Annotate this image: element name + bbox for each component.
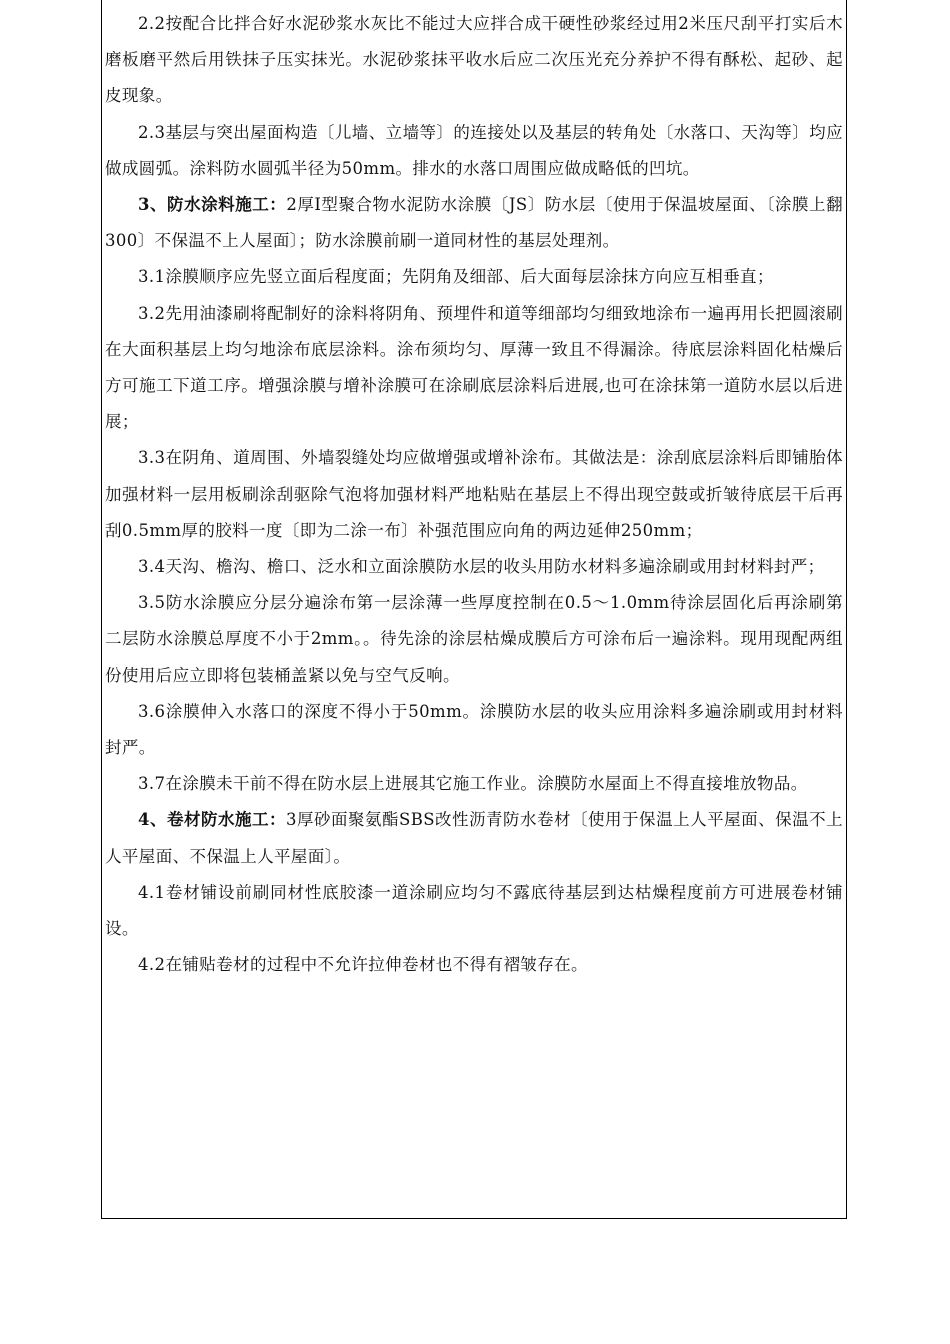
paragraph-text: 3.5防水涂膜应分层分遍涂布第一层涂薄一些厚度控制在0.5～1.0mm待涂层固化后再涂刷第二层防水涂膜总厚度不小于2mm。。待先涂的涂层枯燥成膜后方可涂布后一遍涂料。现用现配两组份使用后应立即将包装桶盖紧以免与空气反响。 (105, 593, 843, 685)
paragraph-4-2 (105, 947, 843, 983)
paragraph-text: 3厚砂面聚氨酯SBS改性沥青防水卷材〔使用于保温上人平屋面、保温不上人平屋面、不保温上人平屋面〕。 (105, 810, 843, 866)
paragraph-3-1 (105, 259, 843, 295)
paragraph-text: 3.7在涂膜未干前不得在防水层上进展其它施工作业。涂膜防水屋面上不得直接堆放物品。 (138, 774, 808, 794)
section-4-membrane-construction (105, 802, 843, 874)
document-body (105, 6, 843, 983)
paragraph-text: 2厚Ⅰ型聚合物水泥防水涂膜〔JS〕防水层〔使用于保温坡屋面、〔涂膜上翻300〕不保温不上人屋面〕；防水涂膜前刷一道同材性的基层处理剂。 (105, 195, 843, 251)
paragraph-3-2 (105, 296, 843, 441)
paragraph-2-2 (105, 6, 843, 115)
paragraph-text: 4.2在铺贴卷材的过程中不允许拉伸卷材也不得有褶皱存在。 (138, 955, 588, 975)
paragraph-text: 3.4天沟、檐沟、檐口、泛水和立面涂膜防水层的收头用防水材料多遍涂刷或用封材料封严； (138, 557, 825, 577)
paragraph-text: 2.2按配合比拌合好水泥砂浆水灰比不能过大应拌合成干硬性砂浆经过用2米压尺刮平打实后木磨板磨平然后用铁抹子压实抹光。水泥砂浆抹平收水后应二次压光充分养护不得有酥松、起砂、起皮现象。 (105, 14, 843, 106)
document-table-frame (101, 0, 847, 1219)
paragraph-3-4 (105, 549, 843, 585)
paragraph-3-7 (105, 766, 843, 802)
paragraph-text: 3.3在阴角、道周围、外墙裂缝处均应做增强或增补涂布。其做法是：涂刮底层涂料后即铺胎体加强材料一层用板刷涂刮驱除气泡将加强材料严地粘贴在基层上不得出现空鼓或折皱待底层干后再刮0.5mm厚的胶料一度〔即为二涂一布〕补强范围应向角的两边延伸250mm； (105, 448, 843, 540)
paragraph-text: 3.6涂膜伸入水落口的深度不得小于50mm。涂膜防水层的收头应用涂料多遍涂刷或用封材料封严。 (105, 701, 843, 758)
paragraph-text: 4.1卷材铺设前刷同材性底胶漆一道涂刷应均匀不露底待基层到达枯燥程度前方可进展卷材铺设。 (105, 882, 843, 939)
section-heading: 3、防水涂料施工： (138, 195, 287, 215)
paragraph-2-3 (105, 115, 843, 187)
paragraph-text: 2.3基层与突出屋面构造〔儿墙、立墙等〕的连接处以及基层的转角处〔水落口、天沟等〕均应做成圆弧。涂料防水圆弧半径为50mm。排水的水落口周围应做成略低的凹坑。 (105, 122, 843, 178)
paragraph-3-5 (105, 585, 843, 694)
paragraph-3-3 (105, 440, 843, 549)
paragraph-text: 3.2先用油漆刷将配制好的涂料将阴角、预埋件和道等细部均匀细致地涂布一遍再用长把圆滚刷在大面积基层上均匀地涂布底层涂料。涂布须均匀、厚薄一致且不得漏涂。待底层涂料固化枯燥后方可施工下道工序。增强涂膜与增补涂膜可在涂刷底层涂料后进展,也可在涂抹第一道防水层以后进展； (105, 303, 843, 432)
paragraph-text: 3.1涂膜顺序应先竖立面后程度面；先阴角及细部、后大面每层涂抹方向应互相垂直； (138, 267, 774, 287)
paragraph-3-6 (105, 694, 843, 766)
paragraph-4-1 (105, 875, 843, 947)
section-3-coating-construction (105, 187, 843, 259)
section-heading: 4、卷材防水施工： (138, 810, 286, 830)
